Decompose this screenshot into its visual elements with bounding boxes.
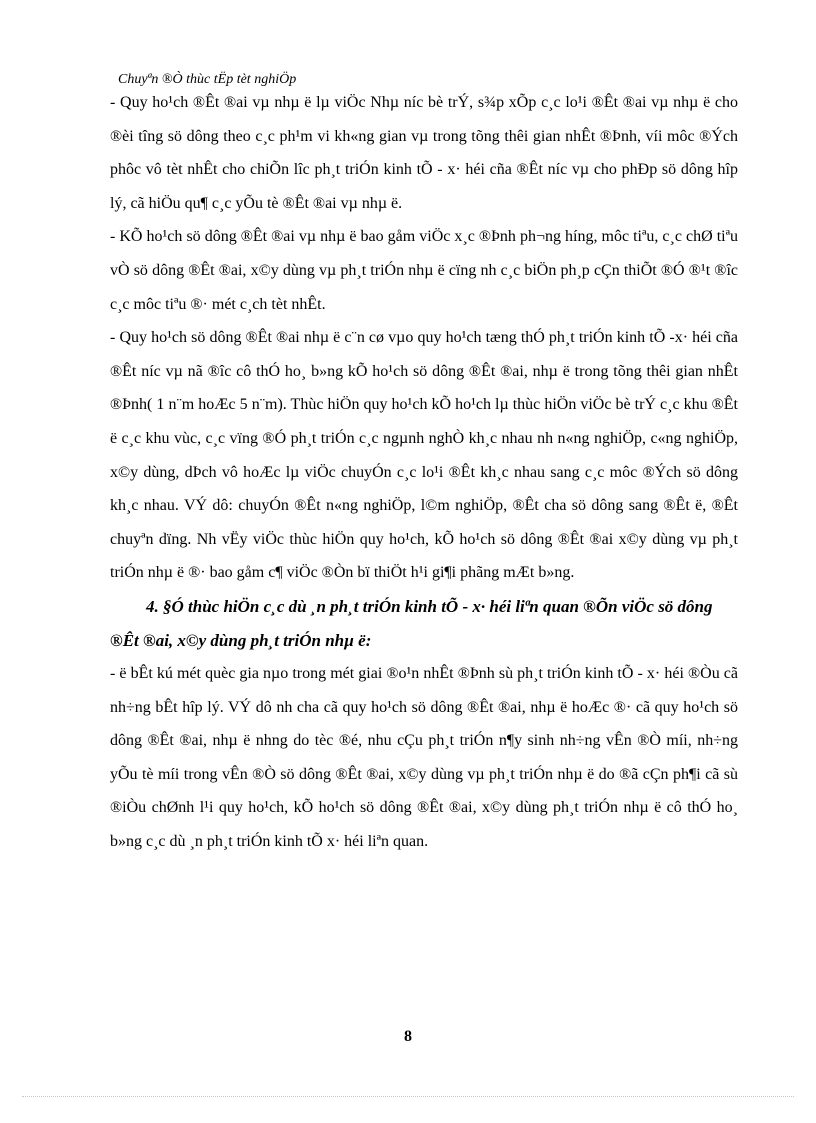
paragraph-planning-basis: - Quy ho¹ch sö dông ®Êt ®ai nhµ ë c¨n cø vµo quy ho¹ch tæng thÓ ph¸t triÓn kinh tÕ -x· héi cña ®Êt níc vµ nã ®îc cô thÓ ho¸ b»ng kÕ ho¹ch sö dông ®Êt ®ai, nhµ ë trong tõng thêi gian nhÊt ®Þnh( 1 n¨m hoÆc 5 n¨m). Thùc hiÖn quy ho¹ch kÕ ho¹ch lµ thùc hiÖn viÖc bè trÝ c¸c khu ®Êt ë c¸c khu vùc, c¸c vïng ®Ó ph¸t triÓn c¸c ngµnh nghÒ kh¸c nhau nh n«ng nghiÖp, c«ng nghiÖp, x©y dùng, dÞch vô hoÆc lµ viÖc chuyÓn c¸c lo¹i ®Êt kh¸c nhau sang c¸c môc ®Ých sö dông kh¸c nhau. VÝ dô: chuyÓn ®Êt n«ng nghiÖp, l©m nghiÖp, ®Êt cha sö dông sang ®Êt ë, ®Êt chuyªn dïng. Nh vËy viÖc thùc hiÖn quy ho¹ch, kÕ ho¹ch sö dông ®Êt ®ai x©y dùng vµ ph¸t triÓn nhµ ë ®· bao gåm c¶ viÖc ®Òn bï thiÖt h¹i gi¶i phãng mÆt b»ng. [110, 329, 738, 582]
section-heading: 4. §Ó thùc hiÖn c¸c dù ¸n ph¸t triÓn kinh tÕ - x· héi liªn quan ®Õn viÖc sö dông ®Êt ®ai, x©y dùng ph¸t triÓn nhµ ë: [110, 596, 713, 650]
footer-divider [22, 1096, 794, 1097]
paragraph-land-use-plan: - KÕ ho¹ch sö dông ®Êt ®ai vµ nhµ ë bao gåm viÖc x¸c ®Þnh ph¬ng híng, môc tiªu, c¸c chØ tiªu vÒ sö dông ®Êt ®ai, x©y dùng vµ ph¸t triÓn nhµ ë cïng nh c¸c biÖn ph¸p cÇn thiÕt ®Ó ®¹t ®îc c¸c môc tiªu ®· mét c¸ch tèt nhÊt. [110, 228, 738, 313]
body-text [110, 86, 738, 859]
page-number: 8 [404, 1028, 412, 1045]
paragraph-land-planning: - Quy ho¹ch ®Êt ®ai vµ nhµ ë lµ viÖc Nhµ níc bè trÝ, s¾p xÕp c¸c lo¹i ®Êt ®ai vµ nhµ ë cho ®èi tîng sö dông theo c¸c ph¹m vi kh«ng gian vµ trong tõng thêi gian nhÊt ®Þnh, víi môc ®Ých phôc vô tèt nhÊt cho chiÕn lîc ph¸t triÓn kinh tÕ - x· héi cña ®Êt níc vµ cho phÐp sö dông hîp lý, cã hiÖu qu¶ c¸c yÕu tè ®Êt ®ai vµ nhµ ë. [110, 94, 738, 212]
paragraph-adjustment: - ë bÊt kú mét quèc gia nµo trong mét giai ®o¹n nhÊt ®Þnh sù ph¸t triÓn kinh tÕ - x· héi ®Òu cã nh÷ng bÊt hîp lý. VÝ dô nh cha cã quy ho¹ch sö dông ®Êt ®ai, nhµ ë hoÆc ®· cã quy ho¹ch sö dông ®Êt ®ai, nhµ ë nhng do tèc ®é, nhu cÇu ph¸t triÓn n¶y sinh nh÷ng vÊn ®Ò míi, nh÷ng yÕu tè míi trong vÊn ®Ò sö dông ®Êt ®ai, x©y dùng vµ ph¸t triÓn nhµ ë do ®ã cÇn ph¶i cã sù ®iÒu chØnh l¹i quy ho¹ch, kÕ ho¹ch sö dông ®Êt ®ai, x©y dùng ph¸t triÓn nhµ ë cô thÓ ho¸ b»ng c¸c dù ¸n ph¸t triÓn kinh tÕ x· héi liªn quan. [110, 665, 738, 851]
running-header: Chuyªn ®Ò thùc tËp tèt nghiÖp [118, 72, 297, 87]
